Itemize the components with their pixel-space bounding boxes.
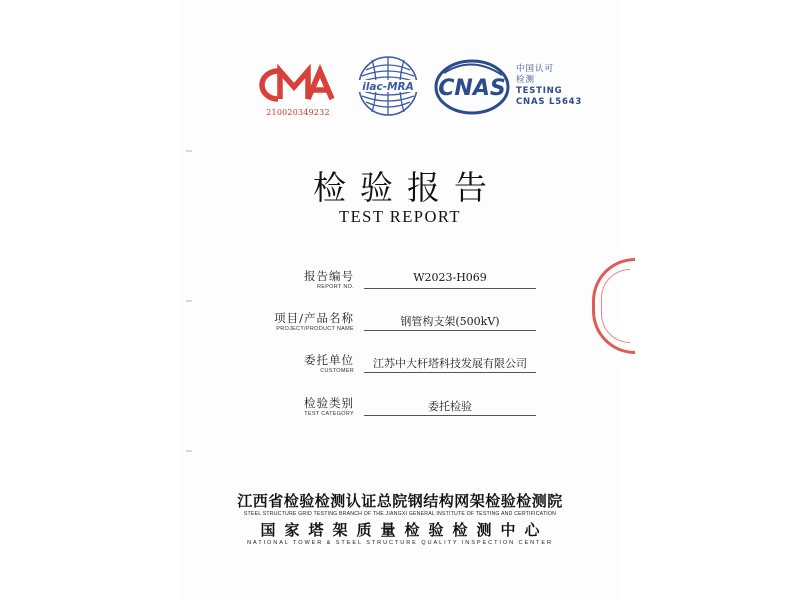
field-label-cn: 委托单位 xyxy=(304,353,354,367)
field-project-name xyxy=(240,310,540,350)
field-value: W2023-H069 xyxy=(413,271,487,284)
field-label-en: REPORT NO. xyxy=(316,284,354,290)
field-value: 钢管构支架(500kV) xyxy=(400,315,500,328)
field-label-en: TEST CATEGORY xyxy=(304,411,354,417)
field-label-cn: 检验类别 xyxy=(304,396,354,410)
field-label-cn: 报告编号 xyxy=(304,269,354,283)
field-value: 委托检验 xyxy=(428,400,472,413)
center-name-en: NATIONAL TOWER & STEEL STRUCTURE QUALITY INSPECTION CENTER xyxy=(247,540,553,546)
cnas-cn-line2: 检测 xyxy=(516,75,536,85)
field-label-en: CUSTOMER xyxy=(320,368,354,374)
issuer-name-en: STEEL STRUCTURE GRID TESTING BRANCH OF THE JIANGXI GENERAL INSTITUTE OF TESTING AND CERTIFICATION xyxy=(243,511,557,517)
svg-text:ilac-MRA: ilac-MRA xyxy=(362,81,414,93)
cnas-en-line2: CNAS L5643 xyxy=(516,97,583,107)
issuer-name-cn: 江西省检验检测认证总院钢结构网架检验检测院 xyxy=(237,492,563,510)
cnas-logo xyxy=(432,57,512,117)
field-underline xyxy=(364,372,536,373)
field-underline xyxy=(364,330,536,331)
field-test-category xyxy=(240,395,540,435)
field-report-no xyxy=(240,268,540,308)
field-value: 江苏中大杆塔科技发展有限公司 xyxy=(373,357,527,370)
field-underline xyxy=(364,288,536,289)
svg-text:CNAS: CNAS xyxy=(438,76,506,101)
cnas-en-line1: TESTING xyxy=(516,86,563,96)
edge-mark xyxy=(186,450,192,452)
field-label-cn: 项目/产品名称 xyxy=(274,311,354,325)
field-underline xyxy=(364,415,536,416)
field-label-en: PROJECT/PRODUCT NAME xyxy=(276,326,354,332)
edge-mark xyxy=(186,300,192,302)
cnas-cn-line1: 中国认可 xyxy=(516,64,555,74)
edge-mark xyxy=(186,150,192,152)
cnas-accreditation-text xyxy=(516,64,596,108)
report-title-en: TEST REPORT xyxy=(338,207,461,226)
cma-registration-code: 210020349232 xyxy=(266,108,330,117)
ilac-mra-logo xyxy=(352,54,424,120)
center-name-cn: 国家塔架质量检验检测中心 xyxy=(260,521,549,539)
report-title-cn: 检验报告 xyxy=(313,168,501,207)
field-customer xyxy=(240,352,540,392)
